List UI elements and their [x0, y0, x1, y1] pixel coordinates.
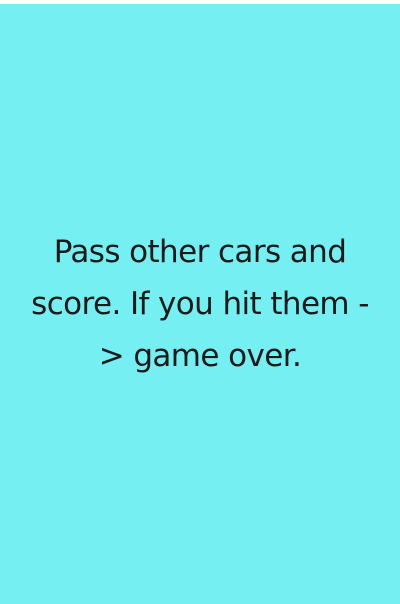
- game-instructions-screen[interactable]: [0, 4, 400, 604]
- instructions-text: Pass other cars and score. If you hit them -> game over.: [31, 234, 369, 374]
